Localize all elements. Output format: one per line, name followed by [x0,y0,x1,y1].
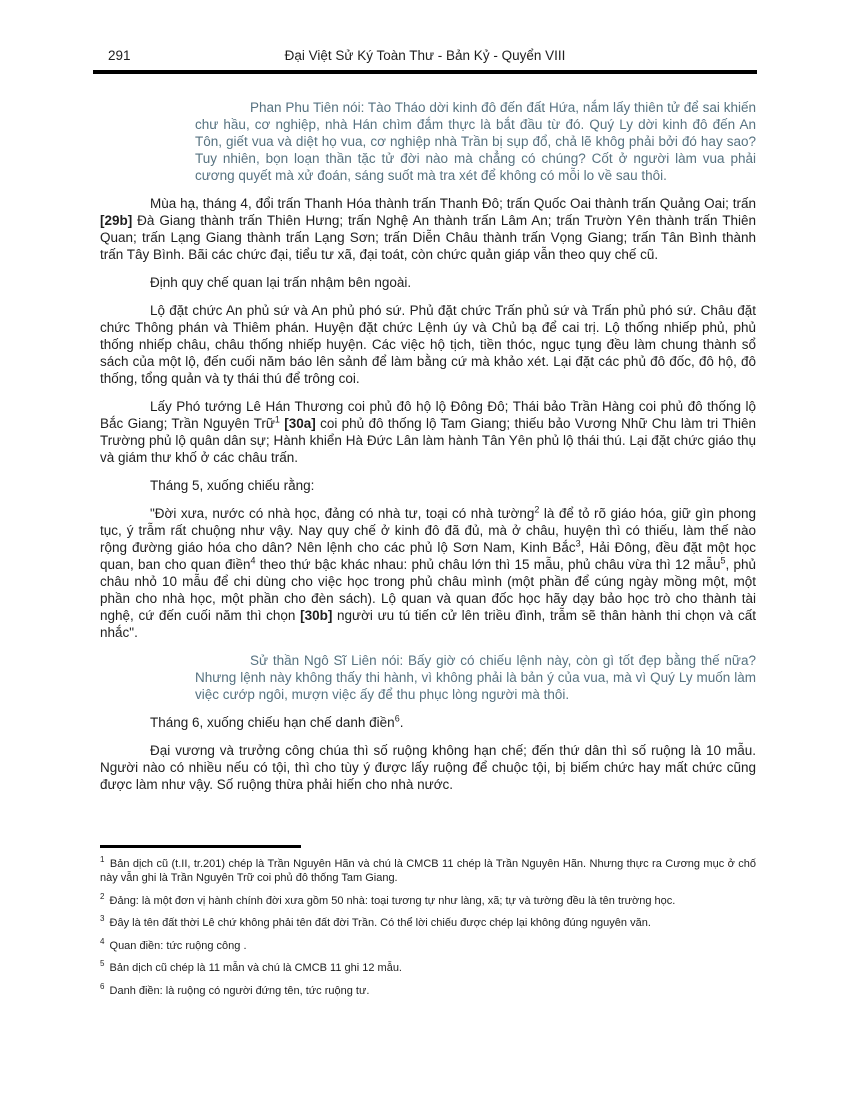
footnote-text: Danh điền: là ruộng có người đứng tên, tức ruộng tư. [106,984,370,997]
footnote-marker: 4 [100,936,105,946]
page-number: 291 [108,48,131,63]
body-paragraph [100,274,756,291]
footnote-marker: 6 [100,981,105,991]
body-paragraph [100,195,756,263]
body-paragraph [100,742,756,793]
text-run: Lộ đặt chức An phủ sứ và An phủ phó sứ. Phủ đặt chức Trấn phủ sứ và Trấn phủ phó sứ. Châu đặt chức Thông phán và Thiêm phán. Huyện đặt chức Lệnh úy và Chủ bạ để cai trị. Lộ thống nhiếp phủ, phủ thống nhiếp châu, châu thống nhiếp huyện. Các việc hộ tịch, tiền thóc, ngục tụng đều làm chung thành sổ sách của một lộ, đến cuối năm báo lên sảnh để làm bằng cứ mà khảo xét. Lại đặt các phủ đô đốc, đô hộ, đô thống, tổng quản và ty thái thú để trông coi. [100,303,756,386]
footnote [100,857,756,885]
text-run: , Hải Đông, đều đặt một học quan, ban cho quan điền [100,540,756,572]
footnote [100,961,756,975]
footnote-text: Bản dịch cũ (t.II, tr.201) chép là Trần Nguyên Hãn và chú là CMCB 11 chép là Trần Nguyên Hãn. Nhưng thực ra Cương mục ở chố này vẫn ghi là Trần Nguyên Trữ coi phủ đô thống Tam Giang. [100,858,756,884]
folio-marker: [29b] [100,213,133,228]
footnote-marker: 5 [100,959,105,969]
footnote-text: Bản dịch cũ chép là 11 mẫn và chú là CMCB 11 ghi 12 mẫu. [106,962,402,974]
footnote-marker: 2 [100,891,105,901]
text-run: coi phủ đô thống lộ Tam Giang; thiếu bảo Vương Nhữ Chu làm tri Thiên Trường phủ lộ quân dân sự; Hành khiển Hà Đức Lân làm hành Tân Yên phủ lộ thái thú. Lại đặt chức giáo thụ và giám thư khố ở các châu trấn. [100,416,756,465]
text-run: Sử thần Ngô Sĩ Liên nói: Bấy giờ có chiếu lệnh này, còn gì tốt đẹp bằng thế nữa? Nhưng lệnh này không thấy thi hành, vì không phải là bản ý của vua, mà vì Quý Ly muốn làm việc cướp ngôi, mượn việc ấy để thu phục lòng người mà thôi. [195,653,756,702]
footnote-reference: 5 [720,555,726,566]
text-run: Định quy chế quan lại trấn nhậm bên ngoài. [150,275,412,290]
text-run: , phủ châu nhỏ 10 mẫu để chi dùng cho việc học trong phủ châu mình (một phần để cúng ngày mồng một, một phần cho nhà học, một phần cho đèn sách). Lộ quan và quan đốc học hãy dạy bảo học trò cho thành tài nghệ, cứ đến cuối năm thì chọn [100,557,756,623]
footnote-marker: 1 [100,855,105,865]
text-run: Phan Phu Tiên nói: Tào Tháo dời kinh đô đến đất Hứa, nắm lấy thiên tử để sai khiến chư hầu, cơ nghiệp, nhà Hán chìm đắm thực là bắt đầu từ đó. Quý Ly dời kinh đô đến An Tôn, giết vua và diệt họ vua, cơ nghiệp nhà Trần bị sụp đổ, chả lẽ khôg phải bởi đó hay sao? Tuy nhiên, bọn loạn thần tặc tử đời nào mà chẳng có chúng? Cốt ở người làm vua phải cương quyết mà xử đoán, sáng suốt mà tra xét để không có mỗi lo về sau thôi. [195,100,756,183]
body-paragraph [100,302,756,387]
text-run: Tháng 6, xuống chiếu hạn chế danh điền [150,715,395,730]
footnote-reference: 3 [575,538,581,549]
footnote [100,981,756,998]
body-paragraph [100,505,756,641]
document-body [100,99,756,804]
footnote-reference: 4 [250,555,256,566]
text-run: Mùa hạ, tháng 4, đổi trấn Thanh Hóa thành trấn Thanh Đô; trấn Quốc Oai thành trấn Quảng Oai; trấn [150,196,756,211]
text-run: là để tỏ rõ giáo hóa, giữ gìn phong tục, ý trẫm rất chuộng như vậy. Nay quy chế ở kinh đô đã đủ, mà ở châu, huyện thì có thiếu, làm thế nào rộng đường giáo hóa cho dân? Nên lệnh cho các phủ lộ Sơn Nam, Kinh Bắc [100,506,756,555]
quote-paragraph [195,652,756,703]
footnote-text: Quan điền: tức ruộng công . [106,939,247,952]
header-rule [93,70,757,74]
text-run: người ưu tú tiến cử lên triều đình, trẫm sẽ thân hành thi chọn và cất nhắc". [100,608,756,640]
footnote-marker: 3 [100,914,105,924]
text-run: Tháng 5, xuống chiếu rằng: [150,478,315,493]
footnote-reference: 6 [394,713,400,724]
text-run: Đại vương và trưởng công chúa thì số ruộng không hạn chế; đến thứ dân thì số ruộng là 10 mẫu. Người nào có nhiều nếu có tội, thì cho tùy ý được lấy ruộng để chuộc tội, bị biếm chức hay mất chức cũng được làm như vậy. Số ruộng thừa phải hiến cho nhà nước. [100,743,756,792]
footnote-separator [100,845,301,848]
folio-marker: [30a] [284,416,316,431]
text-run: Lấy Phó tướng Lê Hán Thương coi phủ đô hộ lộ Đông Đô; Thái bảo Trần Hàng coi phủ đô thống lộ Bắc Giang; Trần Nguyên Trữ [100,399,756,431]
body-paragraph [100,398,756,466]
quote-paragraph [195,99,756,184]
footnote [100,936,756,953]
text-run: Đà Giang thành trấn Thiên Hưng; trấn Nghệ An thành trấn Lâm An; trấn Trườn Yên thành trấn Thiên Quan; trấn Lạng Giang thành trấn Lạng Sơn; trấn Diễn Châu thành trấn Vọng Giang; trấn Tân Bình thành trấn Tây Bình. Bãi các chức đại, tiểu tư xã, đại toát, còn chức quản giáp vẫn theo quy chế cũ. [100,213,756,262]
footnote-reference: 2 [534,504,540,515]
page-header [93,48,757,68]
body-paragraph [100,477,756,494]
text-run: . [399,715,404,730]
body-paragraph [100,714,756,731]
footnote [100,891,756,908]
footnote [100,916,756,930]
footnote-reference: 1 [274,414,280,425]
text-run: "Đời xưa, nước có nhà học, đảng có nhà tư, toại có nhà tường [150,506,535,521]
header-title: Đại Việt Sử Ký Toàn Thư - Bản Kỷ - Quyển VIII [284,48,566,63]
folio-marker: [30b] [300,608,333,623]
footnote-text: Đảng: là một đơn vị hành chính đời xưa gồm 50 nhà: toại tương tự như làng, xã; tự và tường đều là tên trường học. [106,894,676,907]
footnote-text: Đây là tên đất thời Lê chứ không phải tên đất đời Trần. Có thể lời chiếu được chép lại không đúng nguyên văn. [106,917,651,929]
footnotes-section [100,857,756,1006]
text-run: theo thứ bậc khác nhau: phủ châu lớn thì 15 mẫu, phủ châu vừa thì 12 mẫu [255,557,721,572]
